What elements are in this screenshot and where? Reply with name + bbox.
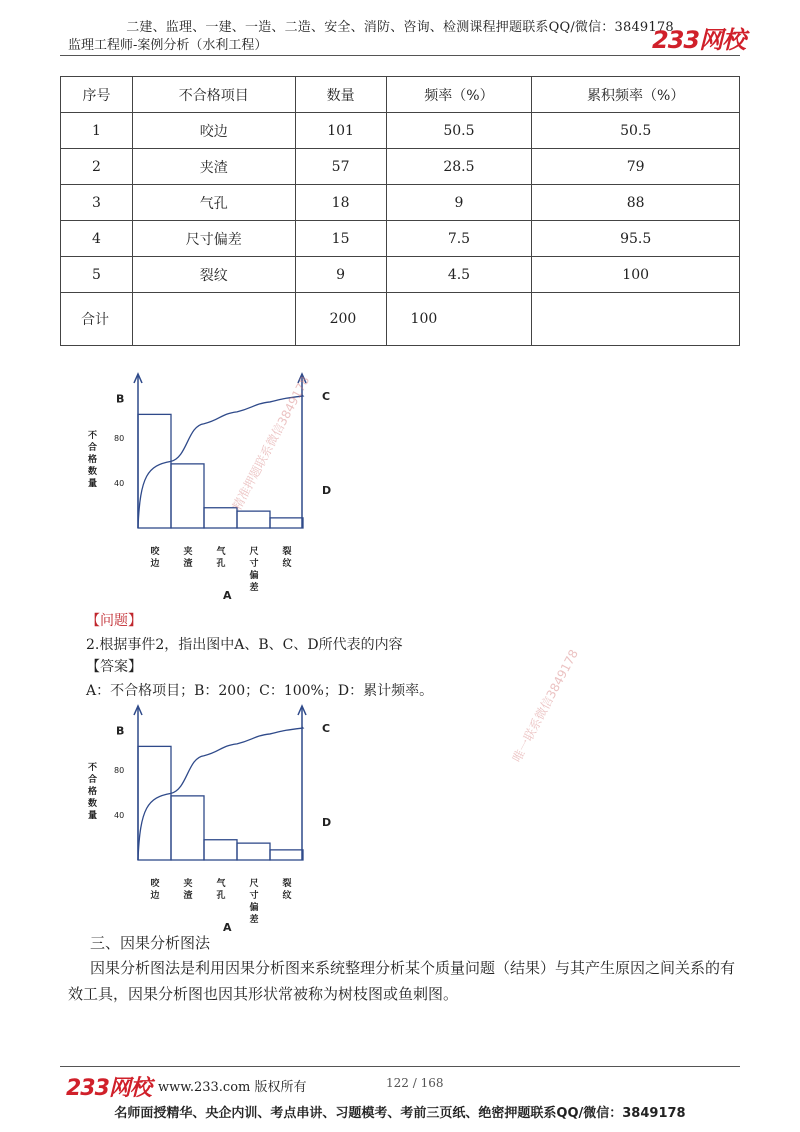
header-logo: 233网校	[652, 26, 746, 54]
table-row	[61, 113, 740, 149]
bar	[237, 843, 270, 860]
watermark: 唯一联系微信3849178	[509, 647, 582, 765]
table-cell: 气孔	[132, 185, 295, 221]
footer-logo: 233网校	[66, 1076, 151, 1101]
category-label-char: 气	[216, 547, 226, 557]
table-row	[61, 149, 740, 185]
table-cell: 9	[386, 185, 532, 221]
bar	[270, 850, 303, 860]
table-cell: 50.5	[532, 113, 740, 149]
table-header-cell: 序号	[61, 77, 133, 113]
category-label-char: 寸	[249, 891, 259, 901]
table-cell: 100	[532, 257, 740, 293]
category-label-char: 咬	[150, 879, 160, 889]
y-axis-label-char: 数	[88, 799, 98, 809]
category-label-char: 咬	[150, 547, 160, 557]
table-cell: 200	[295, 293, 386, 346]
table-cell: 15	[295, 221, 386, 257]
axis-label-a: A	[223, 589, 232, 602]
header-divider	[60, 55, 740, 56]
category-label-char: 渣	[183, 891, 193, 901]
y-axis-label-char: 量	[88, 479, 98, 489]
bar	[204, 840, 237, 860]
y-axis-label-char: 量	[88, 811, 98, 821]
table-cell: 咬边	[132, 113, 295, 149]
axis-label-b: B	[116, 724, 125, 738]
table-cell: 夹渣	[132, 149, 295, 185]
y-axis-label-char: 不	[88, 431, 98, 441]
category-label-char: 纹	[282, 891, 292, 901]
table-cell: 尺寸偏差	[132, 221, 295, 257]
bar	[171, 464, 204, 528]
table-cell: 57	[295, 149, 386, 185]
table-cell: 101	[295, 113, 386, 149]
bar	[237, 511, 270, 528]
section-title: 三、因果分析图法	[90, 934, 211, 952]
category-label-char: 渣	[183, 559, 193, 569]
category-label-char: 纹	[282, 559, 292, 569]
footer-copyright: www.233.com 版权所有	[158, 1080, 307, 1095]
footer-promo: 名师面授精华、央企内训、考点串讲、习题模考、考前三页纸、绝密押题联系QQ/微信：3849178	[114, 1106, 686, 1121]
category-label-char: 差	[249, 915, 259, 925]
category-label-char: 寸	[249, 559, 259, 569]
table-cell: 79	[532, 149, 740, 185]
watermark: 精准押题联系微信3849178	[229, 373, 313, 513]
axis-label-a: A	[223, 921, 232, 934]
question-tag: 【问题】	[86, 613, 142, 629]
table-row	[61, 221, 740, 257]
y-axis-label-char: 数	[88, 467, 98, 477]
category-label-char: 裂	[282, 547, 292, 557]
table-cell: 88	[532, 185, 740, 221]
bar	[270, 518, 303, 528]
table-cell: 95.5	[532, 221, 740, 257]
table-cell	[132, 293, 295, 346]
table-cell: 5	[61, 257, 133, 293]
table-cell	[532, 293, 740, 346]
category-label-char: 边	[150, 559, 160, 569]
y-axis-label-char: 格	[88, 455, 98, 465]
table-total-row	[61, 293, 740, 346]
table-header-row	[61, 77, 740, 113]
axis-label-c: C	[322, 390, 331, 403]
table-cell: 100	[386, 293, 532, 346]
category-label-char: 夹	[183, 547, 193, 557]
footer-divider	[60, 1066, 740, 1067]
defect-table	[60, 76, 740, 346]
pareto-chart	[80, 698, 370, 948]
table-cell: 裂纹	[132, 257, 295, 293]
header-contact-line: 二建、监理、一建、一造、二造、安全、消防、咨询、检测课程押题联系QQ/微信：3849178	[126, 20, 674, 35]
pareto-chart	[80, 366, 370, 616]
category-label-char: 尺	[249, 879, 259, 889]
category-label-char: 偏	[249, 571, 259, 581]
category-label-char: 边	[150, 891, 160, 901]
y-axis-label-char: 不	[88, 763, 98, 773]
table-header-cell: 频率（%）	[386, 77, 532, 113]
table-cell: 28.5	[386, 149, 532, 185]
table-cell: 50.5	[386, 113, 532, 149]
header-doc-title: 监理工程师-案例分析（水利工程）	[68, 38, 268, 53]
table-cell: 2	[61, 149, 133, 185]
y-tick-label: 40	[114, 811, 125, 820]
bar	[204, 508, 237, 528]
table-cell: 合计	[61, 293, 133, 346]
axis-label-d: D	[322, 816, 332, 829]
category-label-char: 孔	[216, 559, 226, 569]
table-cell: 7.5	[386, 221, 532, 257]
table-cell: 3	[61, 185, 133, 221]
table-row	[61, 185, 740, 221]
answer-text: A：不合格项目；B：200；C：100%；D：累计频率。	[86, 683, 434, 699]
table-cell: 9	[295, 257, 386, 293]
table-header-cell: 不合格项目	[132, 77, 295, 113]
axis-label-b: B	[116, 392, 125, 406]
y-axis-label-char: 合	[88, 443, 98, 453]
y-tick-label: 80	[114, 766, 125, 775]
category-label-char: 裂	[282, 879, 292, 889]
bar	[138, 414, 171, 528]
y-axis-label-char: 格	[88, 787, 98, 797]
category-label-char: 偏	[249, 903, 259, 913]
category-label-char: 孔	[216, 891, 226, 901]
category-label-char: 夹	[183, 879, 193, 889]
category-label-char: 尺	[249, 547, 259, 557]
bar	[138, 746, 171, 860]
table-header-cell: 数量	[295, 77, 386, 113]
y-axis-label-char: 合	[88, 775, 98, 785]
axis-label-c: C	[322, 722, 331, 735]
table-cell: 1	[61, 113, 133, 149]
section-paragraph: 因果分析图法是利用因果分析图来系统整理分析某个质量问题（结果）与其产生原因之间关系的有效工具，因果分析图也因其形状常被称为树枝图或鱼刺图。	[68, 959, 736, 1003]
bar	[171, 796, 204, 860]
y-tick-label: 40	[114, 479, 125, 488]
question-text: 2.根据事件2，指出图中A、B、C、D所代表的内容	[86, 637, 403, 653]
axis-label-d: D	[322, 484, 332, 497]
page-number: 122 / 168	[386, 1076, 444, 1090]
y-tick-label: 80	[114, 434, 125, 443]
answer-tag: 【答案】	[86, 659, 142, 675]
table-header-cell: 累积频率（%）	[532, 77, 740, 113]
table-cell: 18	[295, 185, 386, 221]
category-label-char: 差	[249, 583, 259, 593]
table-row	[61, 257, 740, 293]
table-cell: 4.5	[386, 257, 532, 293]
table-cell: 4	[61, 221, 133, 257]
category-label-char: 气	[216, 879, 226, 889]
